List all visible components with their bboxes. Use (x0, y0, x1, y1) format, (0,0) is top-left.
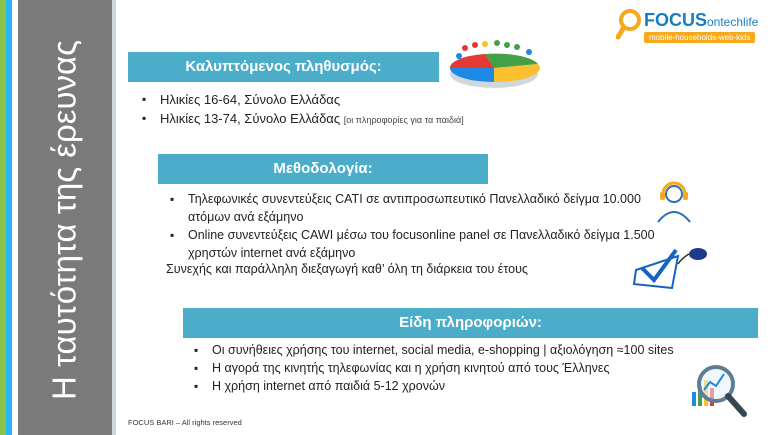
analytics-magnifier-icon (688, 358, 750, 420)
list-item-text: Η χρήση internet από παιδιά 5-12 χρονών (212, 379, 445, 393)
list-item (166, 190, 686, 226)
list-item (138, 90, 578, 109)
list-item (190, 359, 750, 377)
list-item-text: Online συνεντεύξεις CAWI μέσω του focusonline panel σε Πανελλαδικό δείγμα 1.500 χρηστών internet ανά εξάμηνο (188, 228, 655, 260)
info-types-heading: Είδη πληροφοριών: (183, 308, 758, 338)
magnifier-logo-icon (616, 8, 644, 40)
sidebar (18, 0, 112, 435)
focus-logo (616, 8, 766, 48)
list-item-text: Ηλικίες 16-64, Σύνολο Ελλάδας (160, 92, 341, 107)
logo-suffix: ontechlife (707, 15, 759, 29)
logo-tagline: mobile-households-web-kids (644, 32, 755, 43)
logo-brand: FOCUS (644, 10, 707, 30)
population-heading: Καλυπτόμενος πληθυσμός: (128, 52, 439, 82)
methodology-note: Συνεχής και παράλληλη διεξαγωγή καθ’ όλη τη διάρκεια του έτους (166, 262, 528, 276)
list-item (166, 226, 686, 262)
population-list (138, 90, 578, 130)
list-item (138, 109, 578, 130)
list-item-text: Τηλεφωνικές συνεντεύξεις CATI σε αντιπροσωπευτικό Πανελλαδικό δείγμα 10.000 ατόμων ανά εξάμηνο (188, 192, 641, 224)
logo-text (644, 10, 758, 31)
sidebar-divider (112, 0, 116, 435)
list-item-text: Οι συνήθειες χρήσης του internet, social media, e-shopping | αξιολόγηση ≈100 sites (212, 343, 674, 357)
methodology-list (166, 190, 686, 262)
sidebar-title: Η ταυτότητα της έρευνας (45, 40, 83, 401)
list-item-text: Ηλικίες 13-74, Σύνολο Ελλάδας (160, 111, 341, 126)
methodology-heading: Μεθοδολογία: (158, 154, 488, 184)
list-item (190, 341, 750, 359)
list-item (190, 377, 750, 395)
list-item-note: [οι πληροφορίες για τα παιδιά] (343, 115, 464, 125)
info-types-list (190, 341, 750, 395)
list-item-text: Η αγορά της κινητής τηλεφωνίας και η χρήση κινητού από τους Έλληνες (212, 361, 610, 375)
footer-copyright: FOCUS BARI – All rights reserved (128, 418, 242, 427)
people-pie-icon (445, 38, 543, 90)
